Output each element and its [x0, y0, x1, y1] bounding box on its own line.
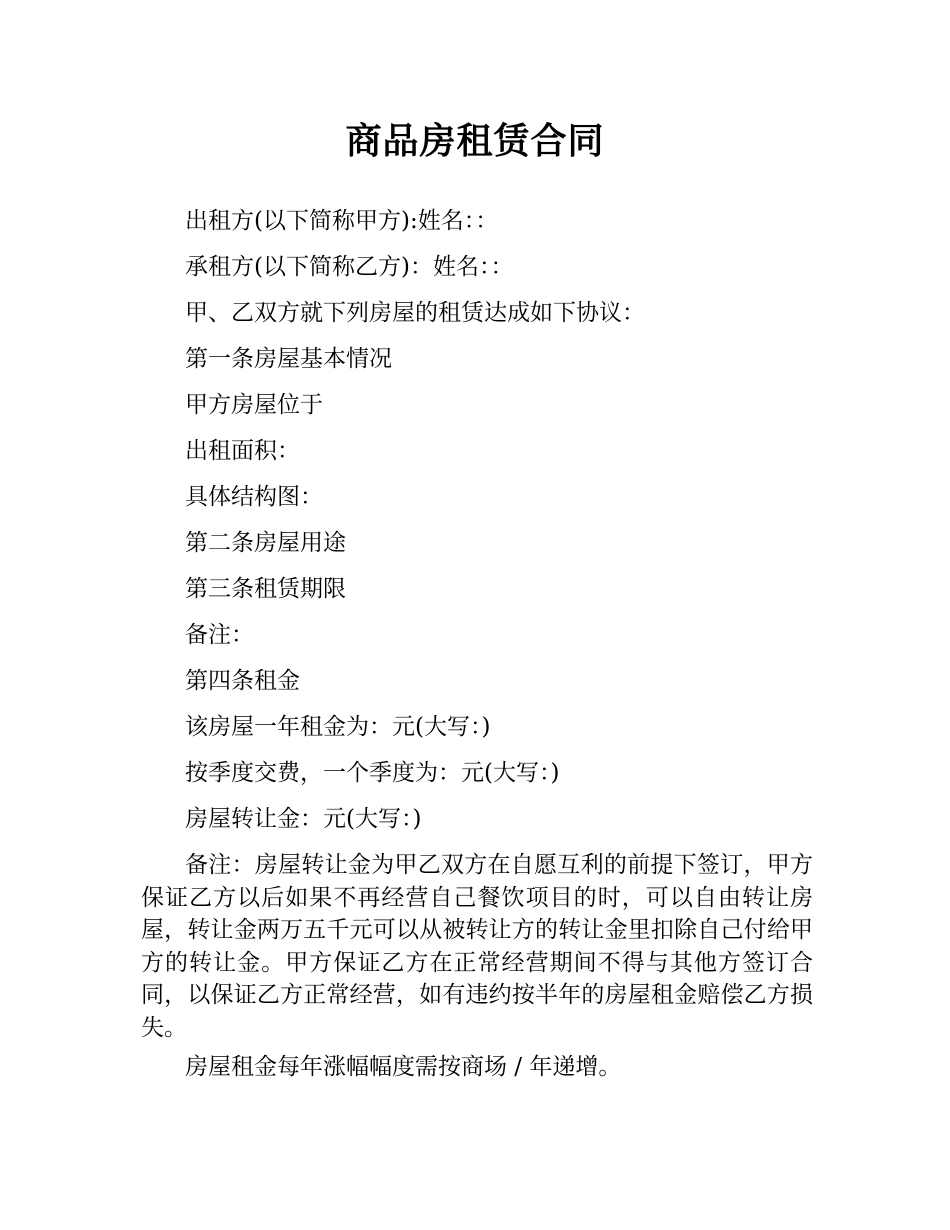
rental-area-line: 出租面积：	[185, 438, 300, 464]
transfer-fee-line: 房屋转让金：元(大写：)	[185, 806, 422, 832]
structure-diagram-line: 具体结构图：	[185, 484, 323, 510]
article-3-heading: 第三条租赁期限	[185, 576, 346, 602]
lessee-line: 承租方(以下简称乙方)：姓名：：	[185, 254, 514, 280]
annual-rent-line: 该房屋一年租金为：元(大写：)	[185, 714, 491, 740]
document-title: 商品房租赁合同	[345, 121, 605, 162]
house-location-line: 甲方房屋位于	[185, 392, 323, 418]
remarks-line: 备注：	[185, 622, 254, 648]
article-2-heading: 第二条房屋用途	[185, 530, 346, 556]
article-1-heading: 第一条房屋基本情况	[185, 346, 392, 372]
article-4-heading: 第四条租金	[185, 668, 300, 694]
transfer-fee-note-paragraph: 备注：房屋转让金为甲乙双方在自愿互利的前提下签订，甲方保证乙方以后如果不再经营自己餐饮项目的时，可以自由转让房屋，转让金两万五千元可以从被转让方的转让金里扣除自己付给甲方的转让金。甲方保证乙方在正常经营期间不得与其他方签订合同，以保证乙方正常经营，如有违约按半年的房屋租金赔偿乙方损失。	[141, 852, 813, 1041]
agreement-intro-line: 甲、乙双方就下列房屋的租赁达成如下协议：	[185, 300, 645, 326]
lessor-line: 出租方(以下简称甲方):姓名：：	[185, 208, 499, 234]
quarterly-payment-line: 按季度交费，一个季度为：元(大写：)	[185, 760, 560, 786]
rent-increase-line: 房屋租金每年涨幅幅度需按商场 / 年递增。	[185, 1054, 622, 1080]
